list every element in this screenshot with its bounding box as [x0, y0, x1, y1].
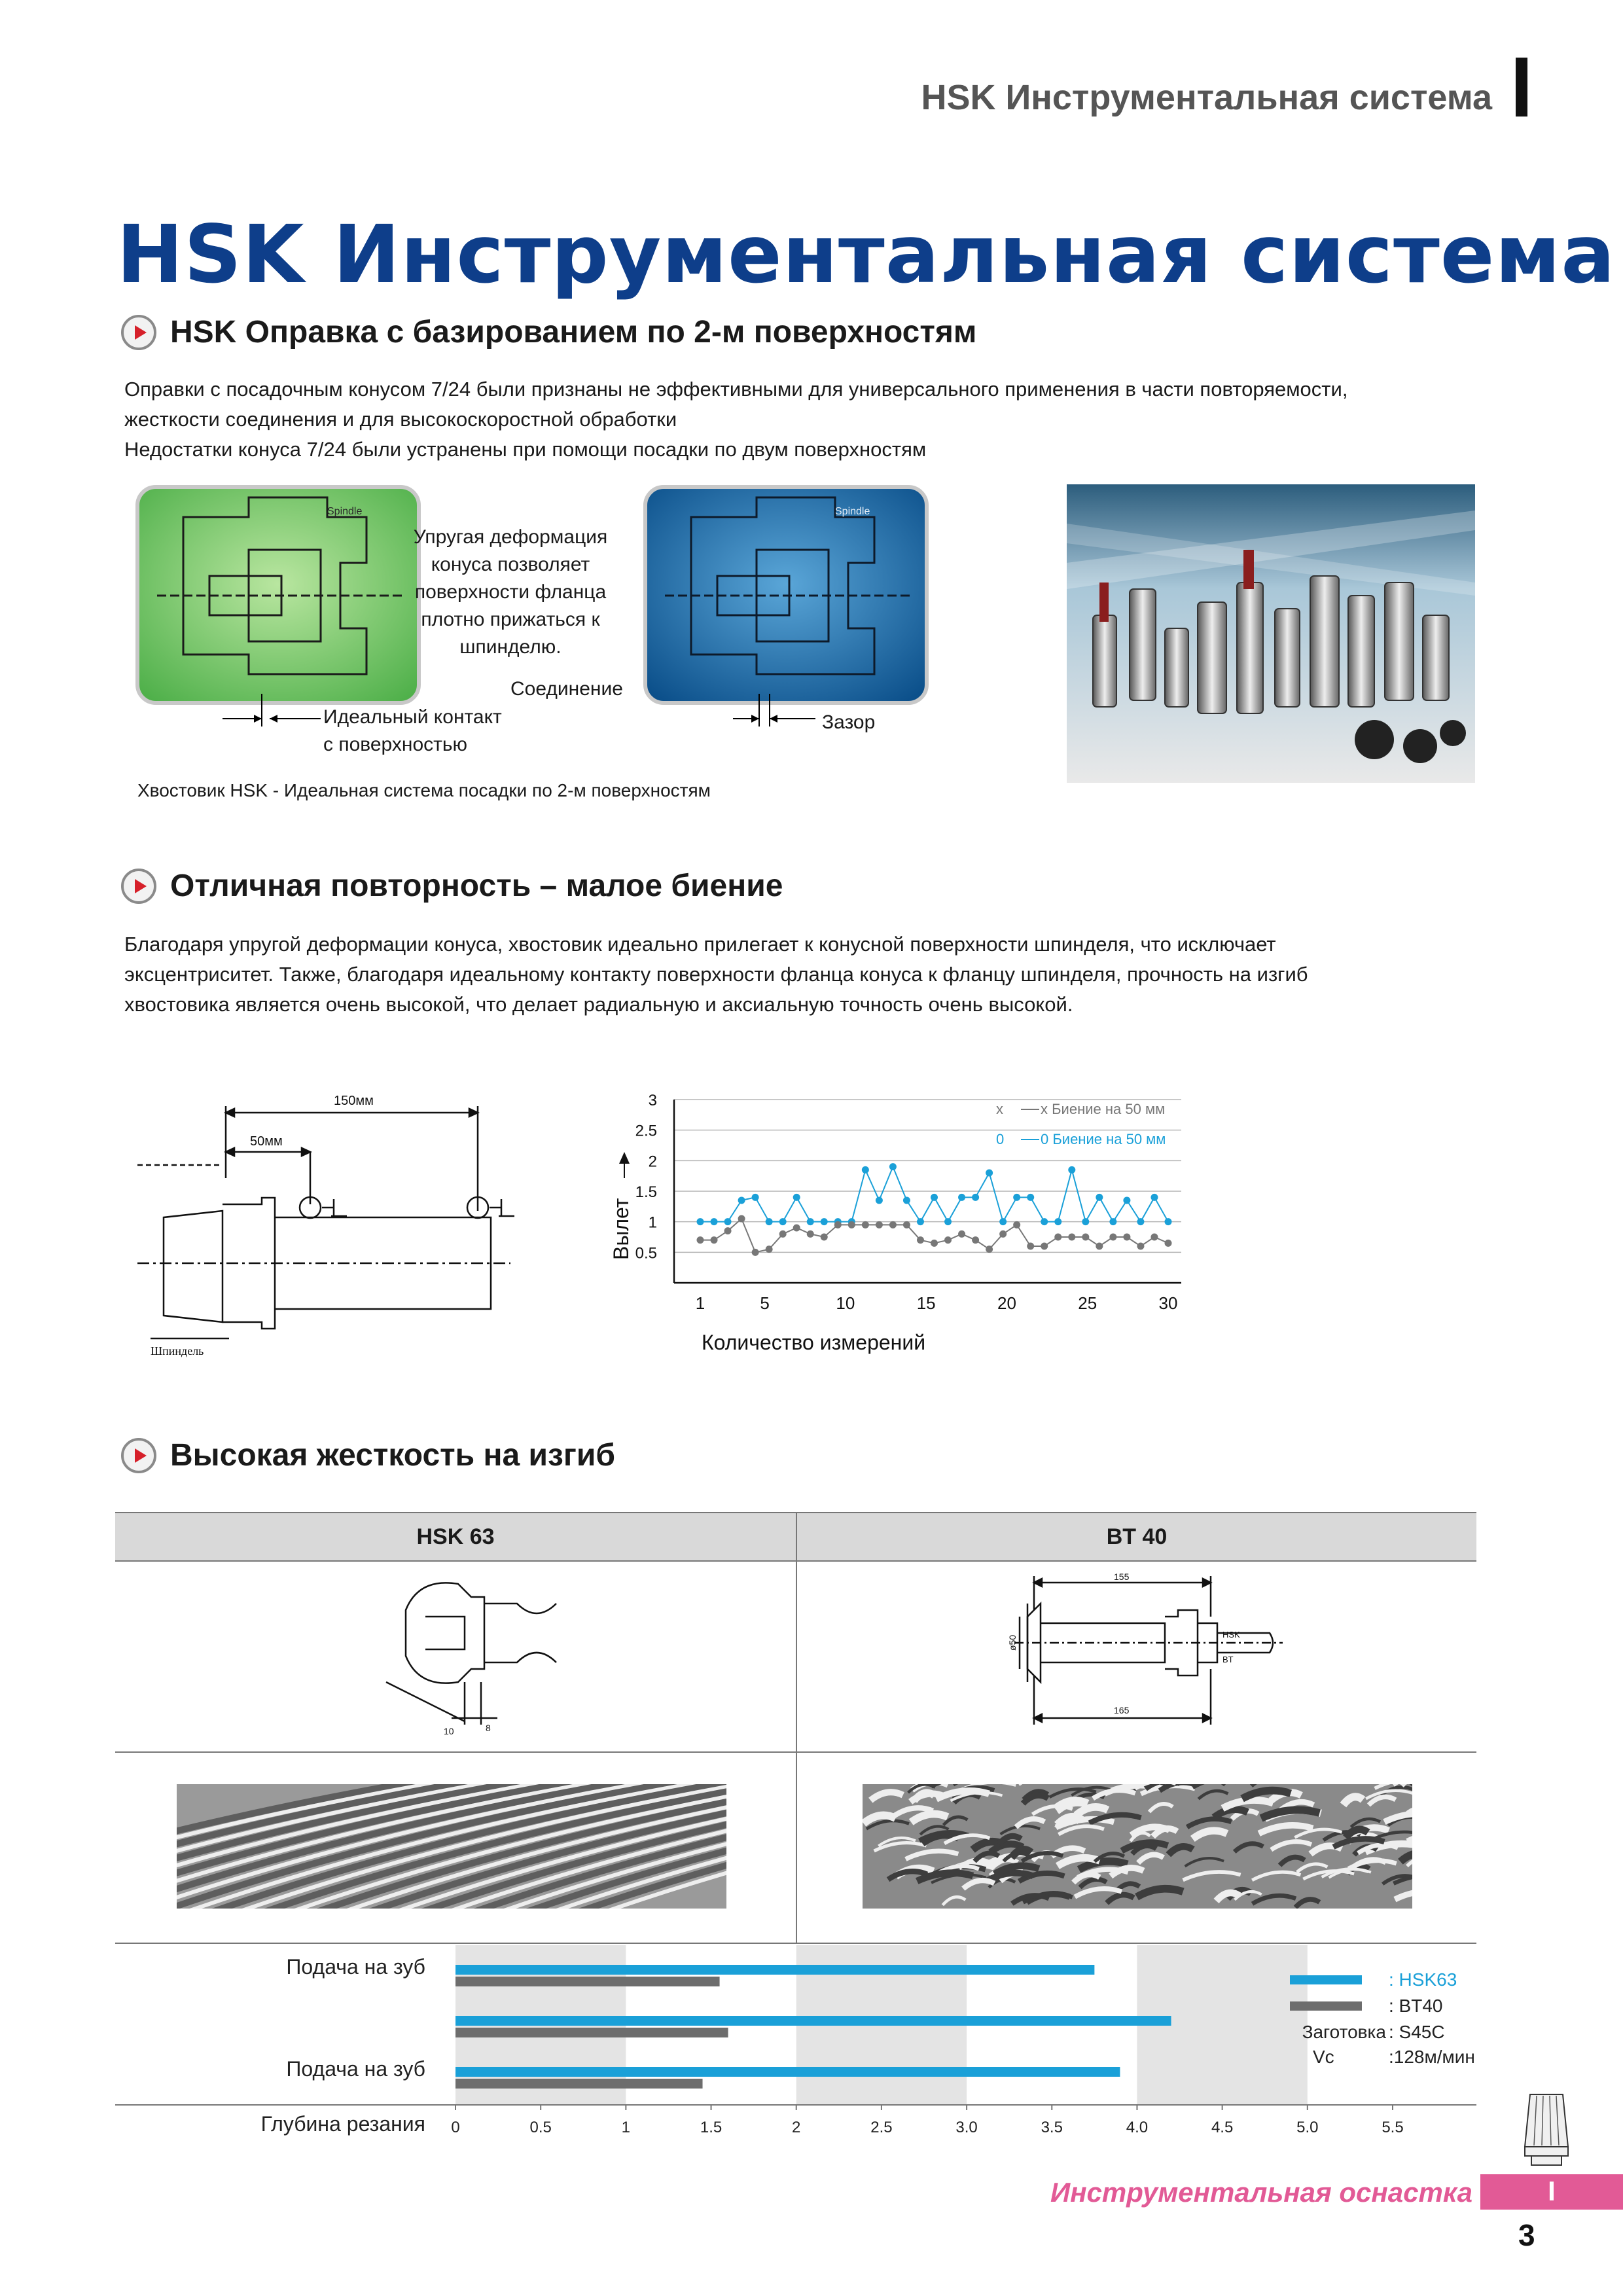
x-tick-label: 2.5: [870, 2119, 893, 2136]
paragraph-line: эксцентриситет. Также, благодаря идеальному контакту поверхности фланца конуса к фланцу шпинделя, прочность на изгиб: [124, 963, 1308, 986]
table-column-divider: [796, 1512, 797, 1944]
play-icon: [120, 314, 157, 351]
paragraph-line: Недостатки конуса 7/24 были устранены при помощи посадки по двум поверхностям: [124, 438, 927, 461]
x-tick-label: 1: [621, 2119, 631, 2136]
legend-marker-0: 0: [996, 1131, 1005, 1147]
data-point: [944, 1218, 952, 1225]
spindle-label: Spindle: [835, 506, 870, 517]
data-point: [738, 1197, 745, 1204]
dimension-50-label: 50мм: [250, 1134, 283, 1149]
data-point: [944, 1236, 952, 1244]
spindle-label: Spindle: [327, 506, 363, 517]
data-point: [1109, 1218, 1116, 1225]
y-tick-label: 2.5: [635, 1122, 657, 1140]
data-point: [779, 1218, 787, 1225]
vc-value: :128м/мин: [1389, 2047, 1475, 2067]
dimension-label: 165: [1114, 1705, 1130, 1715]
data-point: [917, 1218, 924, 1225]
hsk-tag: HSK: [1222, 1630, 1240, 1640]
dimension-label: 155: [1114, 1571, 1130, 1582]
category-label: Подача на зуб: [286, 2057, 425, 2081]
data-point: [793, 1225, 800, 1232]
data-point: [821, 1234, 828, 1241]
header-bar: [1516, 58, 1527, 117]
workpiece-label: Заготовка: [1302, 2022, 1386, 2042]
dimension-150-label: 150мм: [334, 1094, 374, 1108]
data-point: [972, 1236, 979, 1244]
x-tick-label: 3.5: [1041, 2119, 1063, 2136]
tool-holders-photo: [1067, 484, 1475, 783]
y-tick-label: 0.5: [635, 1244, 657, 1263]
data-point: [1082, 1234, 1089, 1241]
bar: [455, 1965, 1094, 1975]
workpiece-value: : S45C: [1389, 2022, 1445, 2042]
x-tick-label: 20: [997, 1293, 1016, 1313]
data-point: [903, 1221, 910, 1229]
dimension-label: 8: [486, 1723, 491, 1733]
data-point: [1027, 1243, 1034, 1250]
x-tick-label: 1: [695, 1293, 705, 1313]
data-point: [793, 1194, 800, 1201]
ideal-contact-label: [323, 704, 502, 759]
data-point: [1041, 1218, 1048, 1225]
section2-paragraph: [124, 929, 1499, 1020]
section-title-two-surface: HSK Оправка с базированием по 2-м поверхностям: [170, 315, 977, 350]
data-point: [999, 1218, 1007, 1225]
data-point: [931, 1240, 938, 1247]
x-tick-label: 1.5: [700, 2119, 722, 2136]
note-line: конуса позволяет: [431, 554, 590, 575]
section-title-repeatability: Отличная повторность – малое биение: [170, 869, 783, 903]
data-point: [1123, 1234, 1130, 1241]
x-tick-label: 4.5: [1211, 2119, 1234, 2136]
dimension-label: 10: [444, 1726, 454, 1736]
data-point: [862, 1221, 869, 1229]
data-point: [807, 1230, 814, 1238]
note-line: шпинделю.: [459, 636, 562, 658]
data-point: [876, 1221, 883, 1229]
x-axis-label: Глубина резания: [260, 2112, 425, 2136]
data-point: [986, 1246, 993, 1253]
page-title: HSK Инструментальная система: [116, 208, 1616, 301]
diagram-caption: Хвостовик HSK - Идеальная система посадки по 2-м поверхностям: [137, 780, 711, 800]
data-point: [889, 1221, 897, 1229]
data-point: [889, 1163, 897, 1170]
data-point: [697, 1236, 704, 1244]
data-point: [1123, 1197, 1130, 1204]
data-point: [1068, 1166, 1075, 1174]
y-tick-label: 1.5: [635, 1183, 657, 1201]
data-point: [1054, 1234, 1061, 1241]
data-point: [752, 1194, 759, 1201]
page-number: 3: [1518, 2218, 1535, 2252]
bar: [455, 2079, 703, 2089]
data-point: [931, 1194, 938, 1201]
data-point: [807, 1218, 814, 1225]
data-point: [821, 1218, 828, 1225]
y-tick-label: 3: [648, 1092, 657, 1109]
x-tick-label: 25: [1078, 1293, 1097, 1313]
data-point: [876, 1197, 883, 1204]
data-point: [1082, 1218, 1089, 1225]
data-point: [697, 1218, 704, 1225]
x-tick-label: 30: [1158, 1293, 1178, 1313]
data-point: [1109, 1234, 1116, 1241]
legend-blue-label: 0 Биение на 50 мм: [1041, 1131, 1166, 1147]
data-point: [1165, 1240, 1172, 1247]
data-point: [1068, 1234, 1075, 1241]
data-point: [1150, 1194, 1158, 1201]
data-point: [724, 1218, 732, 1225]
feed-depth-bar-chart: [115, 1945, 1496, 2155]
data-point: [917, 1236, 924, 1244]
legend-hsk-label: : HSK63: [1389, 1969, 1457, 1990]
data-point: [862, 1166, 869, 1174]
gap-label: Зазор: [822, 711, 876, 733]
bar: [455, 1977, 720, 1986]
category-label: Подача на зуб: [286, 1955, 425, 1979]
data-point: [958, 1230, 965, 1238]
data-point: [779, 1230, 787, 1238]
x-tick-label: 2: [792, 2119, 801, 2136]
x-tick-label: 10: [836, 1293, 855, 1313]
play-icon: [120, 1437, 157, 1474]
play-icon: [120, 868, 157, 905]
x-axis-label: Количество измерений: [702, 1331, 926, 1354]
x-tick-label: 0.5: [529, 2119, 552, 2136]
data-point: [848, 1221, 855, 1229]
section1-paragraph: [124, 374, 1499, 465]
runout-chart: [589, 1080, 1204, 1368]
data-point: [766, 1218, 773, 1225]
data-point: [1013, 1194, 1020, 1201]
x-tick-label: 3.0: [955, 2119, 978, 2136]
data-point: [766, 1246, 773, 1253]
table-row-divider: [115, 1751, 1476, 1753]
collet-icon: [1517, 2088, 1576, 2173]
contact-line: Идеальный контакт: [323, 706, 502, 728]
data-point: [1137, 1243, 1144, 1250]
data-point: [738, 1215, 745, 1223]
legend-gray-label: x Биение на 50 мм: [1041, 1101, 1166, 1117]
note-line: поверхности фланца: [414, 581, 607, 603]
note-line: плотно прижаться к: [421, 609, 600, 630]
bar: [455, 2028, 728, 2037]
hsk-surface-finish-image: [177, 1784, 726, 1909]
x-tick-label: 15: [916, 1293, 936, 1313]
paragraph-line: жесткости соединения и для высокоскоростной обработки: [124, 408, 677, 431]
data-point: [1165, 1218, 1172, 1225]
data-point: [711, 1218, 718, 1225]
data-point: [986, 1170, 993, 1177]
data-point: [903, 1197, 910, 1204]
data-point: [999, 1230, 1007, 1238]
data-point: [1096, 1243, 1103, 1250]
table-header-hsk63: HSK 63: [115, 1512, 796, 1562]
note-line: Упругая деформация: [413, 526, 608, 548]
data-point: [958, 1194, 965, 1201]
data-point: [834, 1221, 842, 1229]
data-point: [752, 1249, 759, 1256]
vc-label: Vc: [1313, 2047, 1334, 2067]
legend-swatch-hsk: [1290, 1975, 1362, 1984]
running-header: HSK Инструментальная система: [921, 78, 1492, 117]
spindle-sketch-label: Шпиндель: [151, 1344, 204, 1357]
dimension-label: ø50: [1007, 1634, 1018, 1651]
y-axis-label: Вылет: [609, 1198, 633, 1260]
footer-tab-label: I: [1548, 2176, 1556, 2206]
bt-surface-finish-image: [863, 1784, 1412, 1909]
y-tick-label: 2: [648, 1153, 657, 1171]
x-tick-label: 0: [451, 2119, 460, 2136]
section-title-bending-stiffness: Высокая жесткость на изгиб: [170, 1438, 616, 1473]
data-point: [1150, 1234, 1158, 1241]
data-point: [724, 1227, 732, 1234]
legend-marker-x: x: [996, 1101, 1003, 1117]
data-point: [1137, 1218, 1144, 1225]
bt-tag: BT: [1222, 1655, 1234, 1664]
y-axis-arrow: [619, 1152, 630, 1164]
runout-measurement-sketch: [137, 1086, 530, 1361]
table-header-bt40: BT 40: [797, 1512, 1476, 1562]
x-tick-label: 5: [760, 1293, 770, 1313]
data-point: [1041, 1243, 1048, 1250]
hsk63-drawing: [366, 1571, 563, 1748]
paragraph-line: Оправки с посадочным конусом 7/24 были признаны не эффективными для универсального применения в части повторяемости,: [124, 378, 1348, 401]
paragraph-line: Благодаря упругой деформации конуса, хвостовик идеально прилегает к конусной поверхности шпинделя, что исключает: [124, 933, 1276, 956]
paragraph-line: хвостовика является очень высокой, что делает радиальную и аксиальную точность очень высокой.: [124, 993, 1073, 1016]
bar: [455, 2067, 1120, 2077]
data-point: [1096, 1194, 1103, 1201]
legend-swatch-bt: [1290, 2001, 1362, 2011]
connection-label: Соединение: [510, 678, 623, 700]
bar: [455, 2016, 1171, 2026]
x-tick-label: 4.0: [1126, 2119, 1149, 2136]
legend-bt-label: : BT40: [1389, 1996, 1443, 2016]
elastic-deformation-note: [412, 524, 609, 661]
bt40-drawing: [1001, 1571, 1289, 1734]
x-tick-label: 5.5: [1382, 2119, 1404, 2136]
data-point: [1013, 1221, 1020, 1229]
table-row-divider: [115, 1943, 1476, 1944]
data-point: [711, 1236, 718, 1244]
y-tick-label: 1: [648, 1213, 657, 1232]
data-point: [1054, 1218, 1061, 1225]
contact-line: с поверхностью: [323, 734, 468, 755]
data-point: [972, 1194, 979, 1201]
data-point: [1027, 1194, 1034, 1201]
x-tick-label: 5.0: [1296, 2119, 1319, 2136]
footer-section-name: Инструментальная оснастка: [1050, 2177, 1472, 2208]
